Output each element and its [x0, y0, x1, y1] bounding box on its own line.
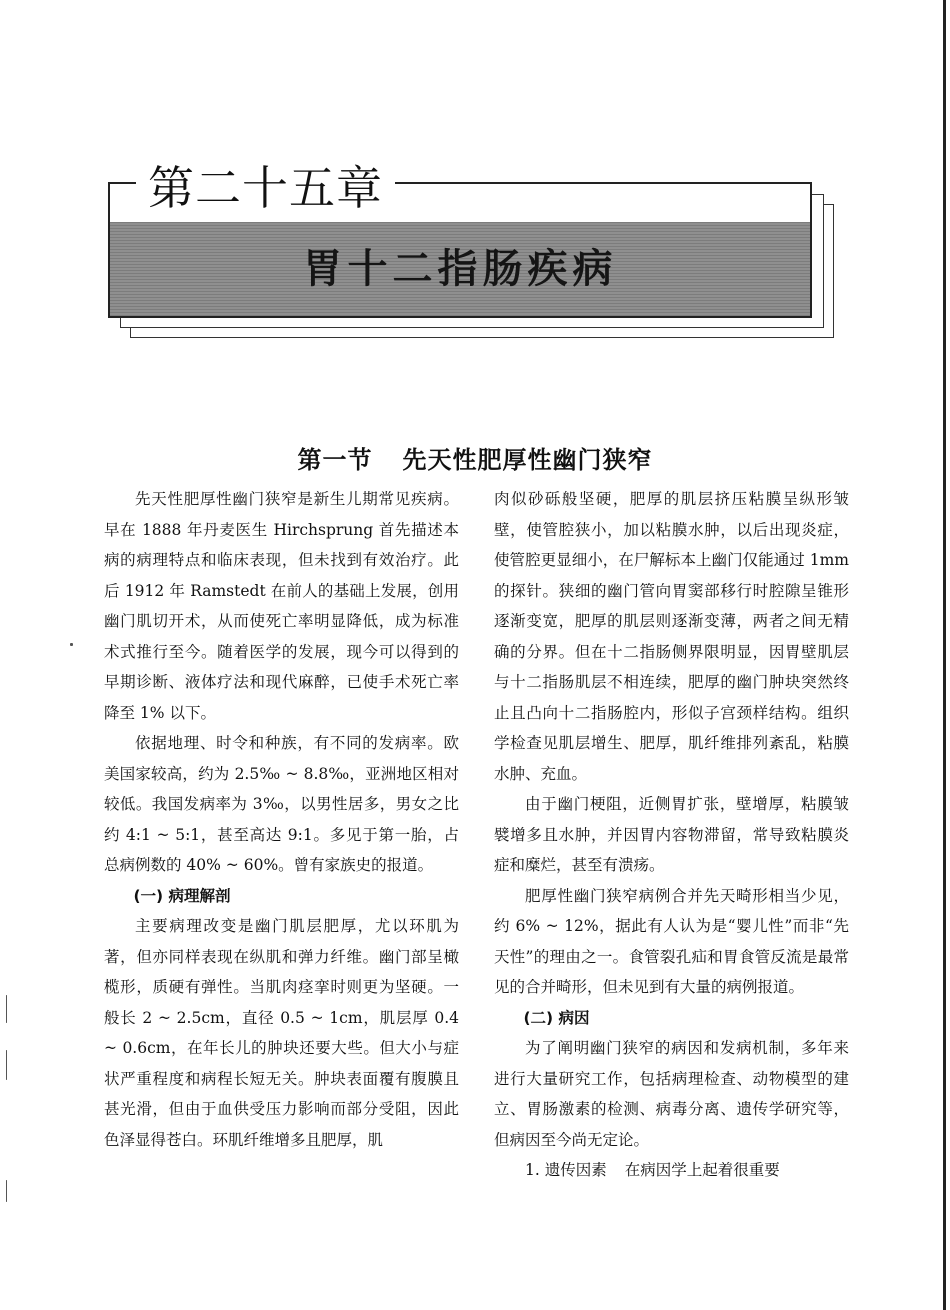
section-heading — [0, 440, 950, 475]
scan-speck — [6, 1050, 7, 1080]
paragraph: 依据地理、时令和种族，有不同的发病率。欧美国家较高，约为 2.5‰ ~ 8.8‰，亚洲地区相对较低。我国发病率为 3‰，以男性居多，男女之比约 4:1 ~ 5:1，甚至高达 9:1。多见于第一胎，占总病例数的 40% ~ 60%。曾有家族史的报道。 — [104, 734, 459, 874]
page-edge — [943, 0, 946, 1310]
paragraph: 主要病理改变是幽门肌层肥厚，尤以环肌为著，但亦同样表现在纵肌和弹力纤维。幽门部呈橄榄形，质硬有弹性。当肌肉痉挛时则更为坚硬。一般长 2 ~ 2.5cm，直径 0.5 ~ 1cm，肌层厚 0.4 ~ 0.6cm，在年长儿的肿块还要大些。但大小与症状严重程度和病程长短无关。肿块表面覆有腹膜且甚光滑，但由于血供受压力影响而部分受阻，因此色泽显得苍白。环肌纤维增多且肥厚，肌 — [104, 917, 459, 1149]
item-label: 1. 遗传因素 — [525, 1161, 607, 1179]
section-number: 第一节 — [297, 446, 373, 474]
scan-speck — [70, 643, 73, 646]
paragraph: 为了阐明幽门狭窄的病因和发病机制，多年来进行大量研究工作，包括病理检查、动物模型的建立、胃肠激素的检测、病毒分离、遗传学研究等，但病因至今尚无定论。 — [494, 1039, 849, 1149]
item-text: 在病因学上起着很重要 — [624, 1161, 780, 1179]
numbered-item — [494, 1155, 849, 1186]
chapter-title: 胃十二指肠疾病 — [302, 246, 618, 292]
right-column — [494, 484, 849, 1186]
scan-speck — [6, 995, 7, 1023]
subheading-pathology: (一) 病理解剖 — [133, 886, 231, 905]
paragraph-continued: 肉似砂砾般坚硬，肥厚的肌层挤压粘膜呈纵形皱壁，使管腔狭小，加以粘膜水肿，以后出现炎症，使管腔更显细小，在尸解标本上幽门仅能通过 1mm 的探针。狭细的幽门管向胃窦部移行时腔隙呈锥形逐渐变宽，肥厚的肌层则逐渐变薄，两者之间无精确的分界。但在十二指肠侧界限明显，因胃壁肌层与十二指肠肌层不相连续，肥厚的幽门肿块突然终止且凸向十二指肠腔内，形似子宫颈样结构。组织学检查见肌层增生、肥厚，肌纤维排列紊乱，粘膜水肿、充血。 — [494, 490, 849, 783]
paragraph: 由于幽门梗阻，近侧胃扩张，壁增厚，粘膜皱襞增多且水肿，并因胃内容物滞留，常导致粘膜炎症和糜烂，甚至有溃疡。 — [494, 795, 849, 874]
section-title: 先天性肥厚性幽门狭窄 — [402, 446, 653, 474]
left-column — [104, 484, 459, 1155]
scan-speck — [6, 1180, 7, 1202]
paragraph: 先天性肥厚性幽门狭窄是新生儿期常见疾病。早在 1888 年丹麦医生 Hirchsprung 首先描述本病的病理特点和临床表现，但未找到有效治疗。此后 1912 年 Ramstedt 在前人的基础上发展，创用幽门肌切开术，从而使死亡率明显降低，成为标准术式推行至今。随着医学的发展，现今可以得到的早期诊断、液体疗法和现代麻醉，已使手术死亡率降至 1% 以下。 — [104, 490, 459, 722]
chapter-number: 第二十五章 — [136, 160, 395, 216]
subheading-etiology: (二) 病因 — [523, 1008, 590, 1027]
paragraph: 肥厚性幽门狭窄病例合并先天畸形相当少见，约 6% ~ 12%，据此有人认为是“婴儿性”而非“先天性”的理由之一。食管裂孔疝和胃食管反流是最常见的合并畸形，但未见到有大量的病例报道。 — [494, 886, 849, 996]
